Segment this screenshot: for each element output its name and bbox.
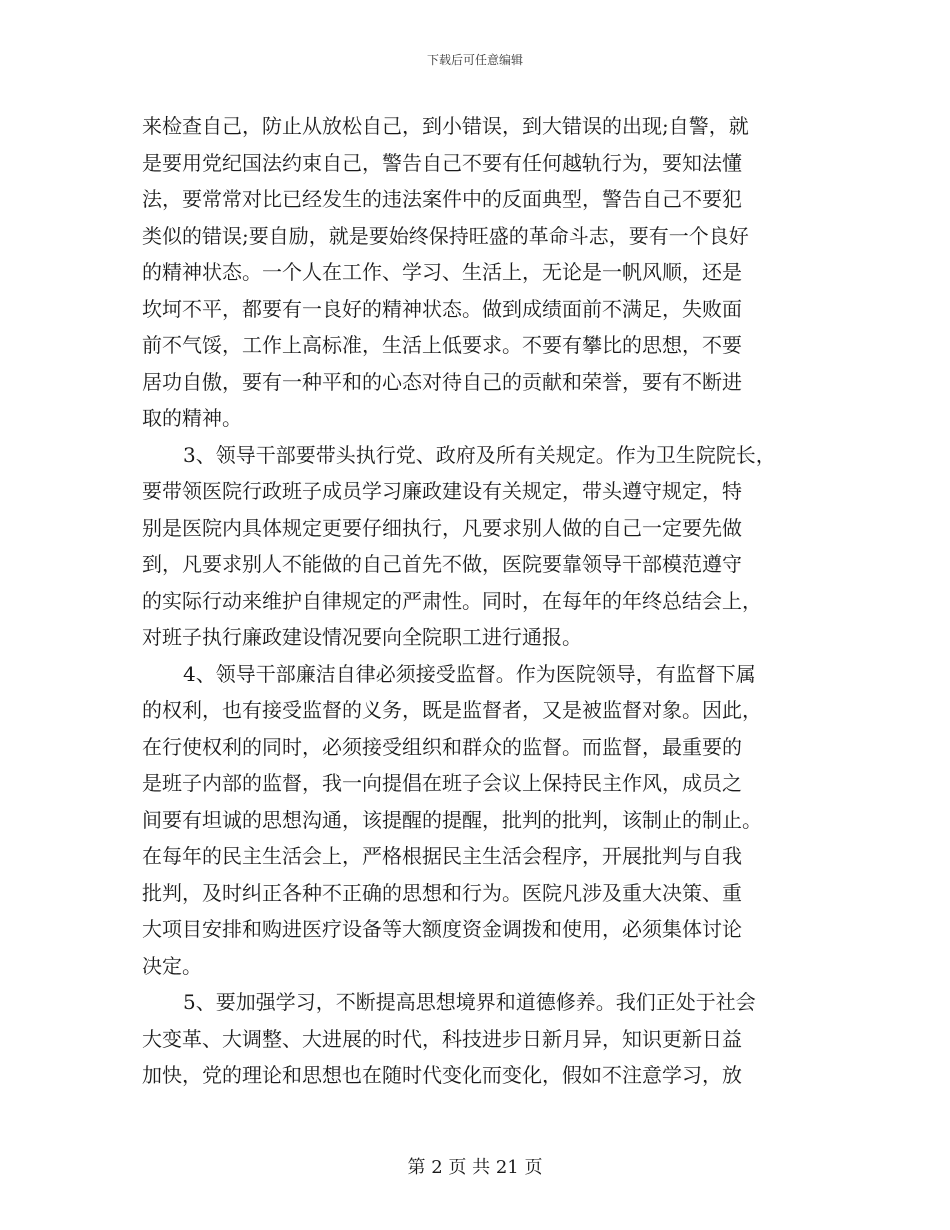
text-line: 取的精神。 — [142, 406, 242, 430]
text-line: 前不气馁，工作上高标准，生活上低要求。不要有攀比的思想，不要 — [142, 333, 742, 357]
text-line: 在行使权利的同时，必须接受组织和群众的监督。而监督，最重要的 — [142, 734, 742, 759]
text-line: 是班子内部的监督，我一向提倡在班子会议上保持民主作风，成员之 — [142, 771, 742, 795]
text-line: 坎坷不平，都要有一良好的精神状态。做到成绩面前不满足，失败面 — [142, 296, 742, 321]
text-line: 的实际行动来维护自律规定的严肃性。同时，在每年的年终总结会上， — [142, 588, 762, 613]
paragraph-item-5 — [142, 984, 822, 1094]
text-line: 别是医院内具体规定更要仔细执行，凡要求别人做的自己一定要先做 — [142, 515, 742, 540]
text-line: 批判，及时纠正各种不正确的思想和行为。医院凡涉及重大决策、重 — [142, 880, 742, 905]
text-line: 类似的错误;要自励，就是要始终保持旺盛的革命斗志，要有一个良好 — [142, 223, 749, 248]
paragraph-item-4 — [142, 656, 822, 985]
paragraph-item-3 — [142, 437, 822, 656]
text-line: 来检查自己，防止从放松自己，到小错误，到大错误的出现;自警，就 — [142, 114, 749, 138]
text-line: 到，凡要求别人不能做的自己首先不做，医院要靠领导干部模范遵守 — [142, 552, 742, 576]
text-line: 加快，党的理论和思想也在随时代变化而变化，假如不注意学习，放 — [142, 1063, 742, 1087]
text-line: 4、领导干部廉洁自律必须接受监督。作为医院领导，有监督下属 — [183, 661, 756, 686]
text-line: 要带领医院行政班子成员学习廉政建设有关规定，带头遵守规定，特 — [142, 479, 742, 503]
page-number: 第 2 页 共 21 页 — [407, 1157, 543, 1178]
paragraph-continuation — [142, 108, 822, 437]
text-line: 间要有坦诚的思想沟通，该提醒的提醒，批判的批判，该制止的制止。 — [142, 807, 762, 832]
text-line: 大项目安排和购进医疗设备等大额度资金调拨和使用，必须集体讨论 — [142, 917, 742, 941]
document-body — [142, 108, 822, 1094]
text-line: 决定。 — [142, 953, 202, 978]
text-line: 居功自傲，要有一种平和的心态对待自己的贡献和荣誉，要有不断进 — [142, 369, 742, 394]
text-line: 法，要常常对比已经发生的违法案件中的反面典型，警告自己不要犯 — [142, 187, 742, 211]
text-line: 在每年的民主生活会上，严格根据民主生活会程序，开展批判与自我 — [142, 844, 742, 868]
text-line: 5、要加强学习，不断提高思想境界和道德修养。我们正处于社会 — [183, 990, 756, 1014]
text-line: 的权利，也有接受监督的义务，既是监督者，又是被监督对象。因此， — [142, 698, 762, 722]
text-line: 是要用党纪国法约束自己，警告自己不要有任何越轨行为，要知法懂 — [142, 150, 742, 175]
text-line: 3、领导干部要带头执行党、政府及所有关规定。作为卫生院院长， — [183, 442, 776, 467]
text-line: 对班子执行廉政建设情况要向全院职工进行通报。 — [142, 625, 582, 649]
text-line: 大变革、大调整、大进展的时代，科技进步日新月异，知识更新日益 — [142, 1026, 742, 1051]
text-line: 的精神状态。一个人在工作、学习、生活上，无论是一帆风顺，还是 — [142, 260, 742, 284]
page-header-note: 下载后可任意编辑 — [426, 53, 523, 67]
